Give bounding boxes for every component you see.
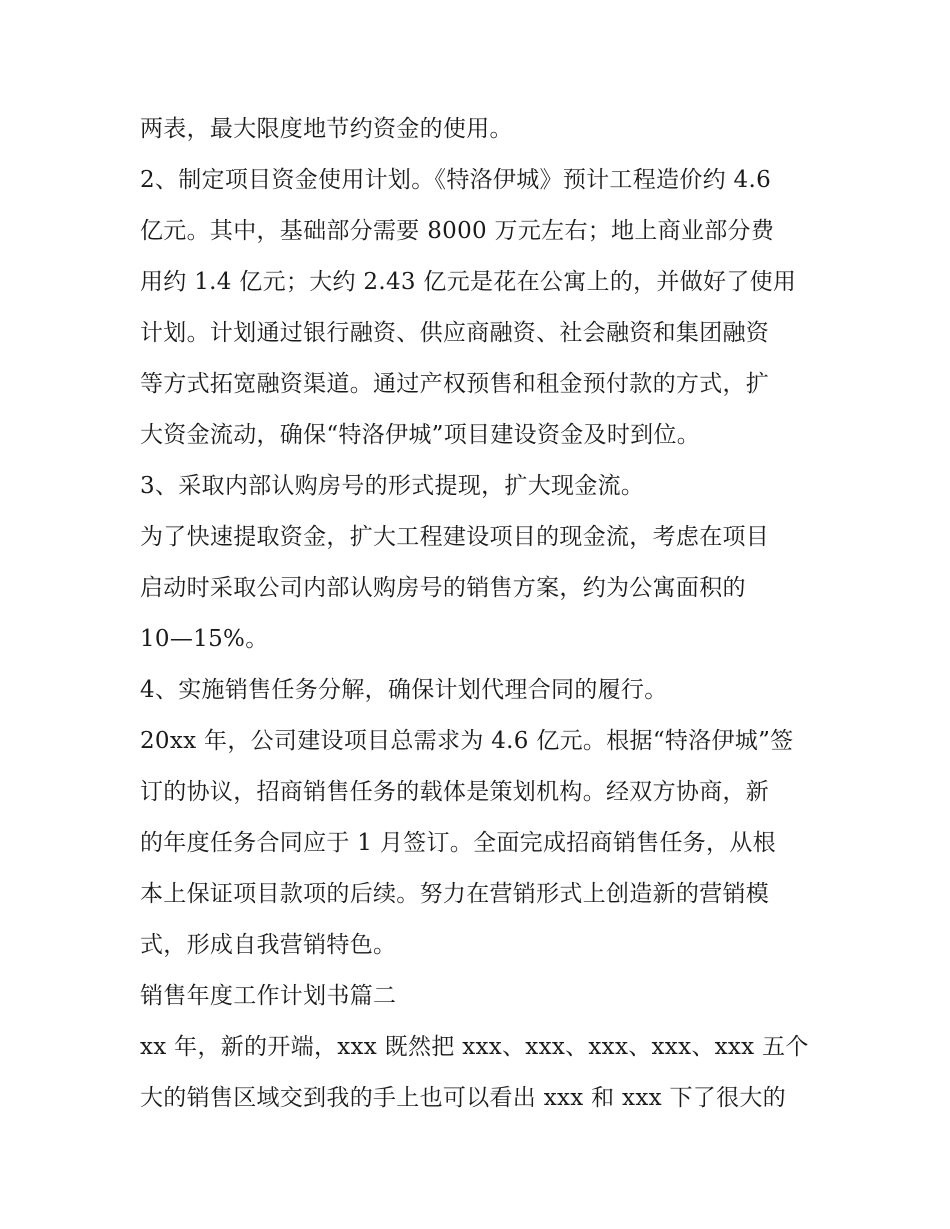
text-line: 20xx 年，公司建设项目总需求为 4.6 亿元。根据“特洛伊城”签: [140, 728, 794, 754]
text-line: 大资金流动，确保“特洛伊城”项目建设资金及时到位。: [140, 422, 701, 448]
text-line: 3、采取内部认购房号的形式提现，扩大现金流。: [140, 473, 645, 499]
text-line: 本上保证项目款项的后续。努力在营销形式上创造新的营销模: [140, 881, 770, 907]
text-line: 为了快速提取资金，扩大工程建设项目的现金流，考虑在项目: [140, 524, 770, 550]
text-line: 亿元。其中，基础部分需要 8000 万元左右；地上商业部分费: [140, 218, 775, 244]
document-body: [140, 104, 820, 1124]
text-line: 等方式拓宽融资渠道。通过产权预售和租金预付款的方式，扩: [140, 371, 770, 397]
text-line: 2、制定项目资金使用计划。《特洛伊城》预计工程造价约 4.6: [140, 167, 772, 193]
text-line: 10—15%。: [140, 626, 269, 652]
text-line: 启动时采取公司内部认购房号的销售方案，约为公寓面积的: [140, 575, 746, 601]
text-line: xx 年，新的开端，xxx 既然把 xxx、xxx、xxx、xxx、xxx 五个: [140, 1034, 809, 1060]
text-line: 计划。计划通过银行融资、供应商融资、社会融资和集团融资: [140, 320, 770, 346]
text-line: 用约 1.4 亿元；大约 2.43 亿元是花在公寓上的，并做好了使用: [140, 269, 797, 295]
text-line: 订的协议，招商销售任务的载体是策划机构。经双方协商，新: [140, 779, 770, 805]
text-line: 的年度任务合同应于 1 月签订。全面完成招商销售任务，从根: [140, 830, 776, 856]
text-line: 式，形成自我营销特色。: [140, 932, 397, 958]
text-line: 4、实施销售任务分解，确保计划代理合同的履行。: [140, 677, 668, 703]
section-heading: 销售年度工作计划书篇二: [140, 983, 397, 1009]
text-line: 两表，最大限度地节约资金的使用。: [140, 116, 513, 142]
text-line: 大的销售区域交到我的手上也可以看出 xxx 和 xxx 下了很大的: [140, 1085, 786, 1111]
